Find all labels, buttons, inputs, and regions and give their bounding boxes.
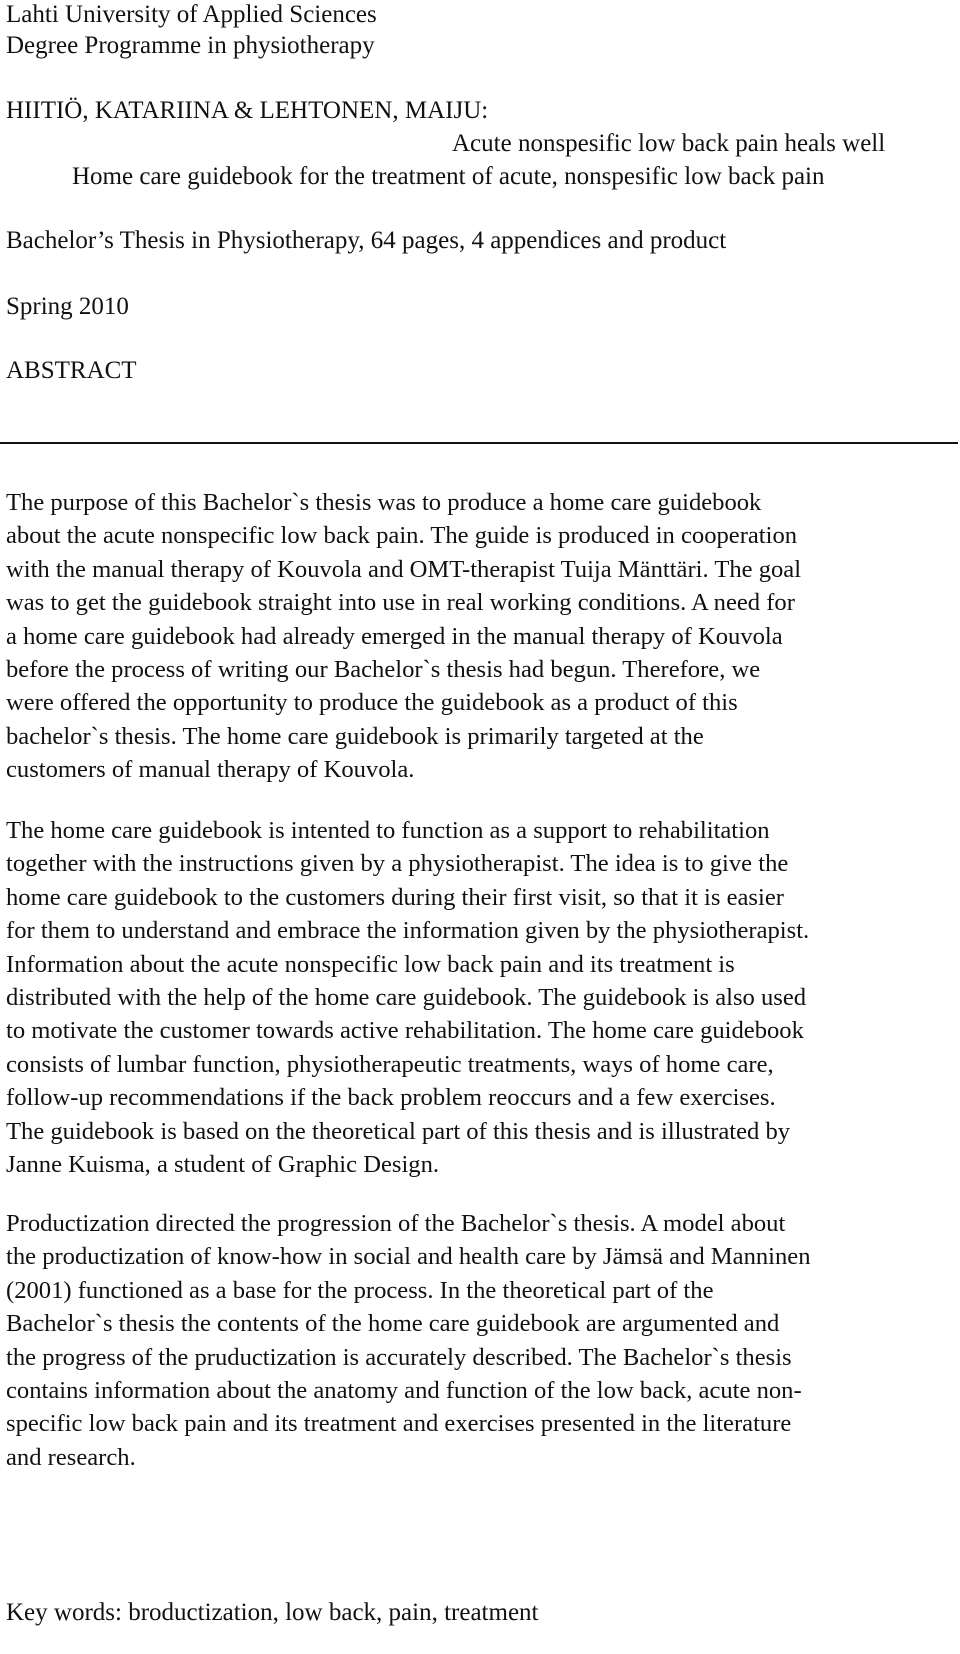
paragraph-line: The purpose of this Bachelor`s thesis was to produce a home care guidebook (6, 489, 762, 516)
keywords: Key words: broductization, low back, pain, treatment (6, 1599, 539, 1626)
paragraph-line: follow-up recommendations if the back problem reoccurs and a few exercises. (6, 1084, 776, 1112)
paragraph-line: The home care guidebook is intented to function as a support to rehabilitation (6, 817, 770, 844)
paragraph-line: Janne Kuisma, a student of Graphic Design. (6, 1151, 440, 1179)
paragraph-line: for them to understand and embrace the information given by the physiotherapist. (6, 917, 810, 945)
paragraph-line: home care guidebook to the customers during their first visit, so that it is easier (6, 883, 784, 911)
paragraph-line: (2001) functioned as a base for the process. In the theoretical part of the (6, 1276, 714, 1304)
paragraph-line: to motivate the customer towards active rehabilitation. The home care guidebook (6, 1017, 804, 1045)
paragraph-line: distributed with the help of the home care guidebook. The guidebook is also used (6, 984, 807, 1012)
paragraph-line: and research. (6, 1443, 136, 1471)
degree-programme: Degree Programme in physiotherapy (6, 32, 375, 59)
semester: Spring 2010 (6, 293, 129, 320)
abstract-paragraph-1 (6, 486, 954, 787)
paragraph-line: about the acute nonspecific low back pain. The guide is produced in cooperation (6, 522, 798, 550)
section-title: ABSTRACT (6, 357, 137, 384)
paragraph-line: Productization directed the progression of the Bachelor`s thesis. A model about (6, 1210, 786, 1237)
thesis-title: Acute nonspesific low back pain heals well (452, 130, 886, 157)
paragraph-line: the progress of the pruductization is accurately described. The Bachelor`s thesis (6, 1343, 792, 1371)
paragraph-line: were offered the opportunity to produce the guidebook as a product of this (6, 689, 738, 717)
divider-line (0, 442, 958, 444)
paragraph-line: the productization of know-how in social and health care by Jämsä and Manninen (6, 1243, 811, 1271)
paragraph-line: a home care guidebook had already emerged in the manual therapy of Kouvola (6, 622, 783, 650)
paragraph-line: contains information about the anatomy and function of the low back, acute non- (6, 1377, 802, 1405)
paragraph-line: Information about the acute nonspecific low back pain and its treatment is (6, 950, 735, 978)
paragraph-line: was to get the guidebook straight into use in real working conditions. A need for (6, 589, 795, 617)
paragraph-line: before the process of writing our Bachelor`s thesis had begun. Therefore, we (6, 656, 761, 684)
thesis-info: Bachelor’s Thesis in Physiotherapy, 64 pages, 4 appendices and product (6, 227, 727, 254)
paragraph-line: The guidebook is based on the theoretical part of this thesis and is illustrated by (6, 1117, 791, 1145)
paragraph-line: specific low back pain and its treatment and exercises presented in the literature (6, 1410, 792, 1438)
paragraph-line: bachelor`s thesis. The home care guidebook is primarily targeted at the (6, 722, 704, 750)
abstract-paragraph-2 (6, 814, 954, 1181)
thesis-subtitle: Home care guidebook for the treatment of acute, nonspesific low back pain (72, 163, 825, 190)
paragraph-line: with the manual therapy of Kouvola and OMT-therapist Tuija Mänttäri. The goal (6, 555, 802, 583)
abstract-paragraph-3 (6, 1207, 954, 1474)
institution-name: Lahti University of Applied Sciences (6, 1, 377, 28)
paragraph-line: Bachelor`s thesis the contents of the home care guidebook are argumented and (6, 1310, 780, 1338)
authors: HIITIÖ, KATARIINA & LEHTONEN, MAIJU: (6, 97, 489, 124)
paragraph-line: together with the instructions given by a physiotherapist. The idea is to give the (6, 850, 789, 878)
paragraph-line: consists of lumbar function, physiotherapeutic treatments, ways of home care, (6, 1050, 774, 1078)
paragraph-line: customers of manual therapy of Kouvola. (6, 756, 415, 784)
